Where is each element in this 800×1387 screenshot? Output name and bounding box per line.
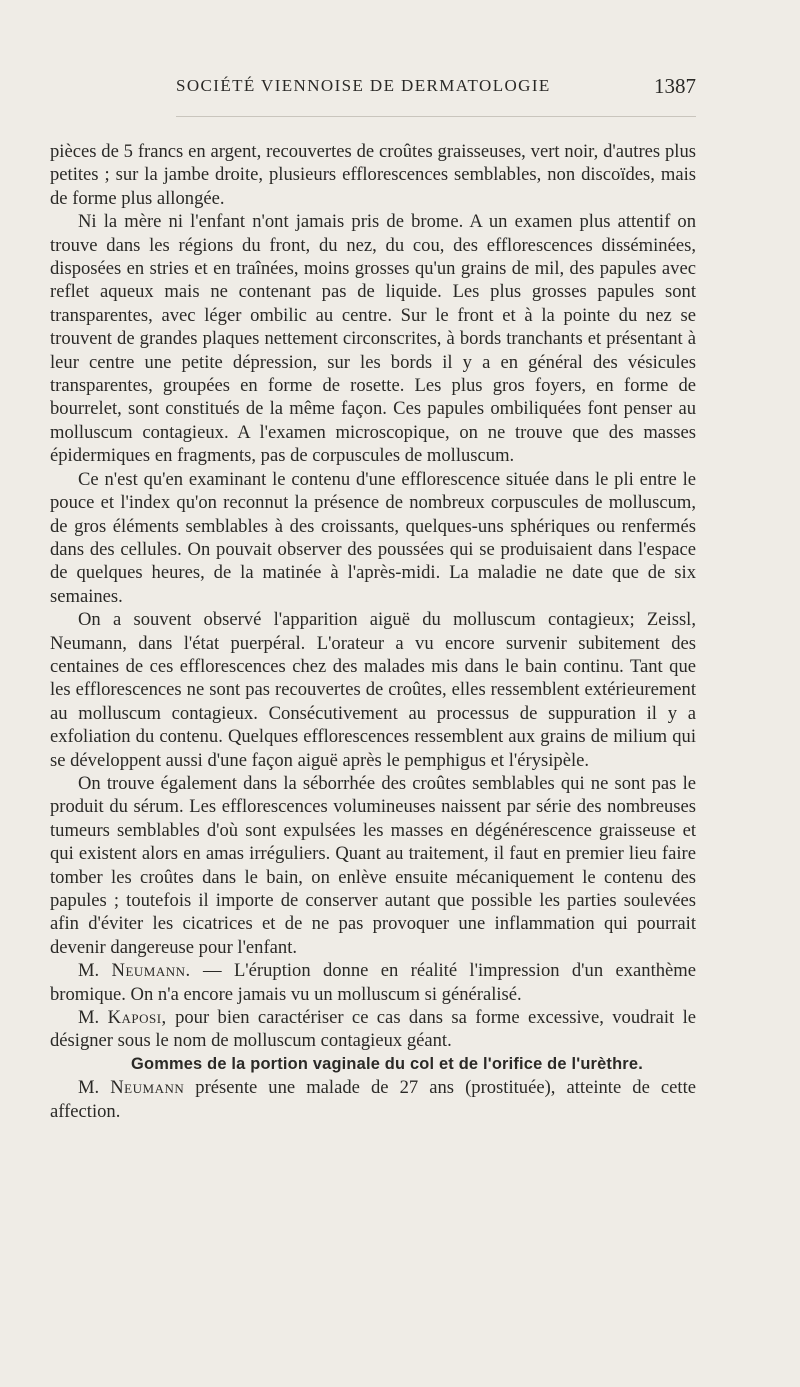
paragraph: Ni la mère ni l'enfant n'ont jamais pris de brome. A un examen plus attentif on trouve dans les régions du front, du nez, du cou, des efflorescences disséminées, disposées en stries et en traînées, moins grosses qu'un grains de mil, des papules avec reflet aqueux mais ne contenant pas de liquide. Les plus grosses papules sont transparentes, avec léger ombilic au centre. Sur le front et à la pointe du nez se trouvent de grandes plaques nettement circonscrites, à bords tranchants et présentant à leur centre une petite dépression, sur les bords il y a en général des vésicules transparentes, groupées en forme de rosette. Les plus gros foyers, en forme de bourrelet, sont constitués de la même façon. Ces papules ombiliquées font penser au molluscum contagieux. A l'examen microscopique, on ne trouve que des masses épidermiques en fragments, pas de corpuscules de molluscum. [50, 211, 696, 467]
kaposi-remark [50, 1006, 696, 1053]
page-number: 1387 [654, 74, 696, 98]
header-rule [176, 116, 696, 117]
remark-text: pour bien caractériser ce cas dans sa forme excessive, voudrait le désigner sous le nom de molluscum contagieux géant. [50, 1007, 696, 1052]
remark-prefix: M. [78, 1077, 111, 1099]
remark-prefix: M. [78, 960, 112, 982]
neumann-remark [50, 959, 696, 1006]
section-heading: Gommes de la portion vaginale du col et de l'orifice de l'urèthre. [131, 1054, 643, 1073]
speaker-name: Neumann. [111, 960, 191, 982]
remark-text: — L'éruption donne en réalité l'impression d'un exanthème bromique. On n'a encore jamais vu un molluscum si généralisé. [50, 960, 696, 1005]
page-header [176, 76, 696, 106]
paragraph: On trouve également dans la séborrhée des croûtes semblables qui ne sont pas le produit du sérum. Les efflorescences volumineuses naissent par série des nombreuses tumeurs semblables d'où sont expulsées les masses en dégénérescence graisseuse et qui existent alors en amas irréguliers. Quant au traitement, il faut en premier lieu faire tomber les croûtes dans le bain, on enlève ensuite mécaniquement le contenu des papules ; toutefois il importe de conserver autant que possible les parties soulevées afin d'éviter les cicatrices et de ne pas provoquer une inflammation qui pourrait devenir dangereuse pour l'enfant. [50, 772, 696, 958]
paragraph: pièces de 5 francs en argent, recouvertes de croûtes graisseuses, vert noir, d'autres plus petites ; sur la jambe droite, plusieurs efflorescences semblables, non discoïdes, mais de forme plus allongée. [50, 141, 696, 209]
speaker-name: Neumann [110, 1077, 185, 1099]
body-text [50, 140, 696, 1123]
paragraph: On a souvent observé l'apparition aiguë du molluscum contagieux; Zeissl, Neumann, dans l'état puerpéral. L'orateur a vu encore survenir subitement des centaines de ces efflorescences chez des malades mis dans le bain continu. Tant que les efflorescences ne sont pas recouvertes de croûtes, elles ressemblent extérieurement au molluscum contagieux. Consécutivement au processus de suppuration il y a exfoliation du contenu. Quelques efflorescences ressemblent aux grains de milium qui se développent aussi d'une façon aiguë après le pemphigus et l'érysipèle. [50, 609, 696, 771]
final-paragraph [50, 1076, 696, 1123]
remark-prefix: M. [78, 1007, 108, 1029]
remark-text: présente une malade de 27 ans (prostituée), atteinte de cette affection. [50, 1077, 696, 1122]
running-title: SOCIÉTÉ VIENNOISE DE DERMATOLOGIE [176, 76, 551, 95]
paragraph: Ce n'est qu'en examinant le contenu d'une efflorescence située dans le pli entre le pouce et l'index qu'on reconnut la présence de nombreux corpuscules de molluscum, de gros éléments semblables à des croissants, quelques-uns sphériques ou renfermés dans des cellules. On pouvait observer des poussées qui se produisaient dans l'espace de quelques heures, de la matinée à l'après-midi. La maladie ne date que de six semaines. [50, 468, 696, 607]
speaker-name: Kaposi, [107, 1007, 167, 1029]
